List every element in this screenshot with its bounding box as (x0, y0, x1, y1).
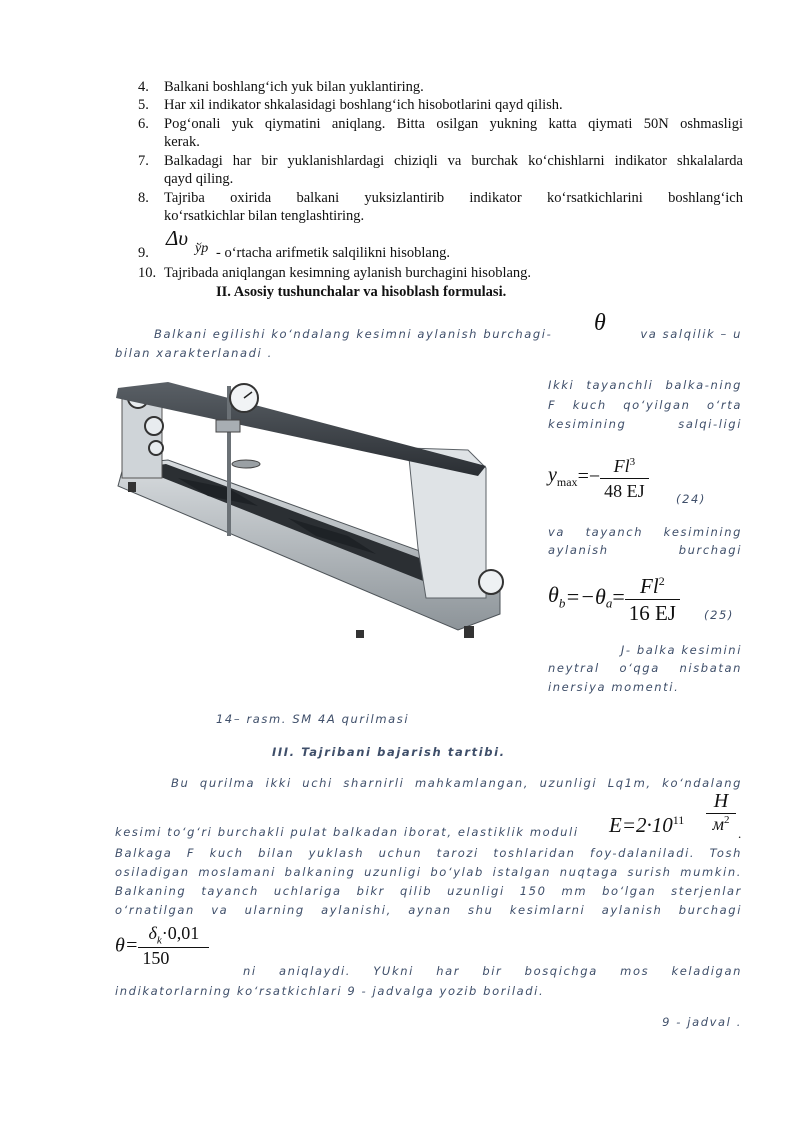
right-text-line-7: neytral o‘qga nisbatan (548, 661, 742, 675)
delta-upsilon-symbol: Δυ (166, 226, 188, 250)
sm4a-device-photo (108, 368, 520, 668)
right-text-line-8: inersiya momenti. (548, 680, 680, 694)
elasticity-exponent: 11 (672, 813, 685, 827)
formula-24-num: Fl (613, 456, 630, 476)
body-line-2-end: . (738, 826, 742, 841)
formula-24-den: 48 EJ (600, 478, 649, 503)
right-text-line-1: Ikki tayanchli balka-ning (548, 378, 742, 392)
step-text: Balkadagi har bir yuklanishlardagi chiziqli va burchak ko‘chishlarni indikator shkalalarda (164, 153, 743, 169)
step-text: ko‘rsatkichlar bilan tenglashtiring. (164, 208, 365, 224)
step-text: Balkani boshlang‘ich yuk bilan yuklantiring. (164, 79, 424, 95)
step-9-number: 9. (138, 245, 149, 261)
intro-line-1: Balkani egilishi ko‘ndalang kesimni aylanish burchagi- (154, 327, 553, 341)
step-text: Tajriba oxirida balkani yuksizlantirib indikator ko‘rsatkichlarini boshlang‘ich (164, 190, 743, 206)
theta-symbol: θ (594, 310, 606, 336)
theta-formula-lhs: θ= (115, 934, 139, 957)
right-text-line-5: aylanish burchagi (548, 543, 742, 557)
formula-25-lhs: θ (548, 582, 559, 608)
body-line-8: indikatorlarning ko‘rsatkichlari 9 - jadvalga yozib boriladi. (115, 984, 545, 998)
right-text-line-3: kesimining salqi-ligi (548, 417, 742, 431)
body-line-5: Balkaning tayanch uchlariga bikr qilib uzunligi 150 mm bo‘lgan sterjenlar (115, 884, 742, 898)
right-text-line-6: J- balka kesimini (620, 643, 742, 657)
intro-line-2: bilan xarakterlanadi . (115, 346, 273, 360)
step-text: Har xil indikator shkalasidagi boshlang‘ich hisobotlarini qayd qilish. (164, 97, 563, 113)
formula-25-mid: =−θ (565, 584, 606, 609)
theta-formula (115, 923, 209, 969)
formula-24-tag: (24) (676, 492, 707, 506)
formula-25-sub-a: a (605, 595, 613, 611)
formula-25-sub-b: b (558, 595, 566, 611)
formula-24-eq: =− (577, 465, 601, 488)
body-line-1: Bu qurilma ikki uchi sharnirli mahkamlangan, uzunligi Lq1m, ko‘ndalang (171, 776, 742, 790)
elasticity-formula (609, 813, 684, 838)
section-3-title: III. Tajribani bajarish tartibi. (272, 745, 506, 759)
figure-caption: 14– rasm. SM 4A qurilmasi (216, 712, 410, 726)
table-reference: 9 - jadval . (662, 1015, 742, 1029)
formula-24-num-sup: 3 (629, 456, 636, 468)
formula-25 (548, 568, 680, 626)
elasticity-value: E=2·10 (609, 813, 673, 837)
step-number: 7. (138, 153, 149, 169)
step-text: Pog‘onali yuk qiymatini aniqlang. Bitta osilgan yukning katta qiymati 50N oshmasligi (164, 116, 743, 132)
formula-24-sub: max (556, 475, 578, 490)
theta-formula-den: 150 (138, 947, 209, 969)
right-text-line-4: va tayanch kesimining (548, 525, 742, 539)
elasticity-unit-den: м (712, 814, 724, 834)
step-text: qayd qiling. (164, 171, 234, 187)
body-line-4: osiladigan moslamani balkaning uzunligi bo‘ylab istalgan nuqtaga surish mumkin. (115, 865, 742, 879)
step-number: 4. (138, 79, 149, 95)
formula-25-num: Fl (640, 574, 659, 598)
elasticity-unit-den-sup: 2 (724, 814, 730, 826)
body-line-7: ni aniqlaydi. YUkni har bir bosqichga mos keladigan (243, 964, 742, 978)
body-line-6: o‘rnatilgan va ularning aylanishi, aynan shu kesimlarni aylanish burchagi (115, 903, 742, 917)
step-number: 6. (138, 116, 149, 132)
section-2-title: II. Asosiy tushunchalar va hisoblash formulasi. (216, 284, 507, 300)
right-text-line-2: F kuch qo‘yilgan o‘rta (548, 398, 742, 412)
formula-25-den: 16 EJ (625, 599, 680, 626)
delta-subscript: ўр (195, 241, 209, 256)
formula-24-lhs: y (548, 464, 557, 487)
theta-formula-num-sub: k (156, 934, 162, 947)
theta-formula-num-rest: ·0,01 (161, 923, 200, 943)
elasticity-unit (706, 790, 736, 835)
formula-25-eq: = (612, 584, 625, 609)
body-line-3: Balkaga F kuch bilan yuklash uchun tarozi toshlaridan foy-dalaniladi. Tosh (115, 846, 742, 860)
step-text: Tajribada aniqlangan kesimning aylanish burchagini hisoblang. (164, 265, 532, 281)
theta-formula-num: δ (148, 923, 157, 943)
step-text: kerak. (164, 134, 200, 150)
step-number: 5. (138, 97, 149, 113)
formula-25-num-sup: 2 (658, 574, 665, 588)
step-number: 10. (138, 265, 157, 281)
intro-line-1-end: va salqilik – u (640, 327, 742, 341)
formula-24 (548, 450, 649, 503)
formula-25-tag: (25) (704, 608, 735, 622)
step-9-text: - o‘rtacha arifmetik salqilikni hisoblang. (216, 245, 450, 261)
elasticity-unit-num: Н (713, 790, 729, 812)
step-number: 8. (138, 190, 149, 206)
body-line-2: kesimi to‘g‘ri burchakli pulat balkadan iborat, elastiklik moduli (115, 825, 579, 839)
